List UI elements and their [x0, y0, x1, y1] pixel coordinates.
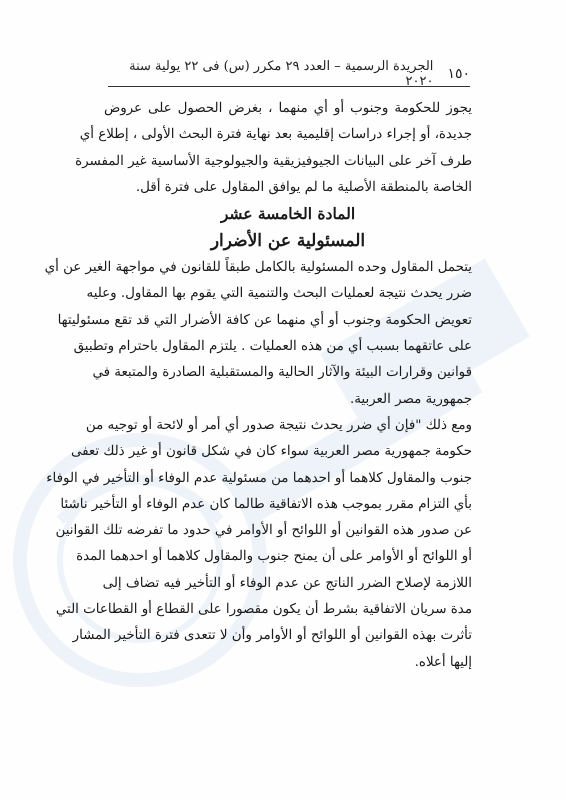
article-title: المسئولية عن الأضرار [210, 231, 366, 252]
text-line: قوانين وقرارات البيئة والآثار الحالية والمستقبلية الصادرة والمتبعة في [92, 365, 472, 381]
text-line: على عاتقهما بسبب أي من هذه العمليات . يلتزم المقاول باحترام وتطبيق [73, 339, 472, 355]
text-line: ومع ذلك "فإن أي ضرر يحدث نتيجة صدور أي أمر أو لائحة أو توجيه من [85, 417, 472, 433]
text-line: أو اللوائح أو الأوامر على أن يمنح جنوب والمقاول كلاهما أو احدهما المدة [76, 549, 472, 565]
text-line: جديدة، أو إجراء دراسات إقليمية بعد نهاية فترة البحث الأولى ، إطلاع أي [79, 127, 472, 143]
text-line: يجوز للحكومة وجنوب أو أي منهما ، بغرض الحصول على عروض [104, 101, 472, 116]
text-line: جنوب والمقاول كلاهما أو احدهما من مسئولية عدم الوفاء أو التأخير في الوفاء [46, 470, 472, 486]
page-number: ١٥٠ [447, 66, 470, 82]
text-line: يتحمل المقاول وحده المسئولية بالكامل طبقاً للقانون في مواجهة الغير عن أي [44, 260, 472, 276]
paragraph-liability [44, 255, 472, 413]
text-line: طرف آخر على البيانات الجيوفيزيقية والجيولوجية الأساسية غير المفسرة [75, 153, 472, 169]
text-line: إليها أعلاه. [414, 654, 472, 670]
text-line: عن صدور هذه القوانين أو اللوائح أو الأوامر في حدود ما تفرضه تلك القوانين [55, 523, 472, 539]
text-line: ضرر يحدث نتيجة لعمليات البحث والتنمية التي يقوم بها المقاول. وعليه [86, 286, 472, 302]
intro-paragraph [75, 96, 472, 201]
running-title: الجريدة الرسمية – العدد ٢٩ مكرر (س) فى ٢٢ يولية سنة ٢٠٢٠ [129, 59, 434, 89]
running-header [108, 59, 470, 89]
text-line: اللازمة لإصلاح الضرر الناتج عن عدم الوفاء أو التأخير فيه تضاف إلى [102, 575, 472, 591]
text-line: حكومة جمهورية مصر العربية سواء كان في شكل قانون أو غير ذلك تعفى [70, 444, 472, 460]
article-number: المادة الخامسة عشر [220, 204, 356, 224]
text-line: مدة سريان الاتفاقية بشرط أن يكون مقصورا على القطاع أو القطاعات التي [55, 602, 472, 618]
header-divider [108, 86, 470, 87]
text-line: جمهورية مصر العربية. [349, 391, 472, 407]
text-line: بأي التزام مقرر بموجب هذه الاتفاقية طالما كان عدم الوفاء أو التأخير ناشئا [60, 496, 472, 512]
paragraph-exemption [46, 413, 472, 676]
text-line: تعويض الحكومة وجنوب أو أي منهما عن كافة الأضرار التي قد تقع مسئوليتها [57, 312, 472, 328]
document-body [44, 96, 472, 676]
text-line: الخاصة بالمنطقة الأصلية ما لم يوافق المقاول على فترة أقل. [135, 179, 472, 195]
text-line: تأثرت بهذه القوانين أو اللوائح أو الأوامر وأن لا تتعدى فترة التأخير المشار [72, 628, 472, 644]
